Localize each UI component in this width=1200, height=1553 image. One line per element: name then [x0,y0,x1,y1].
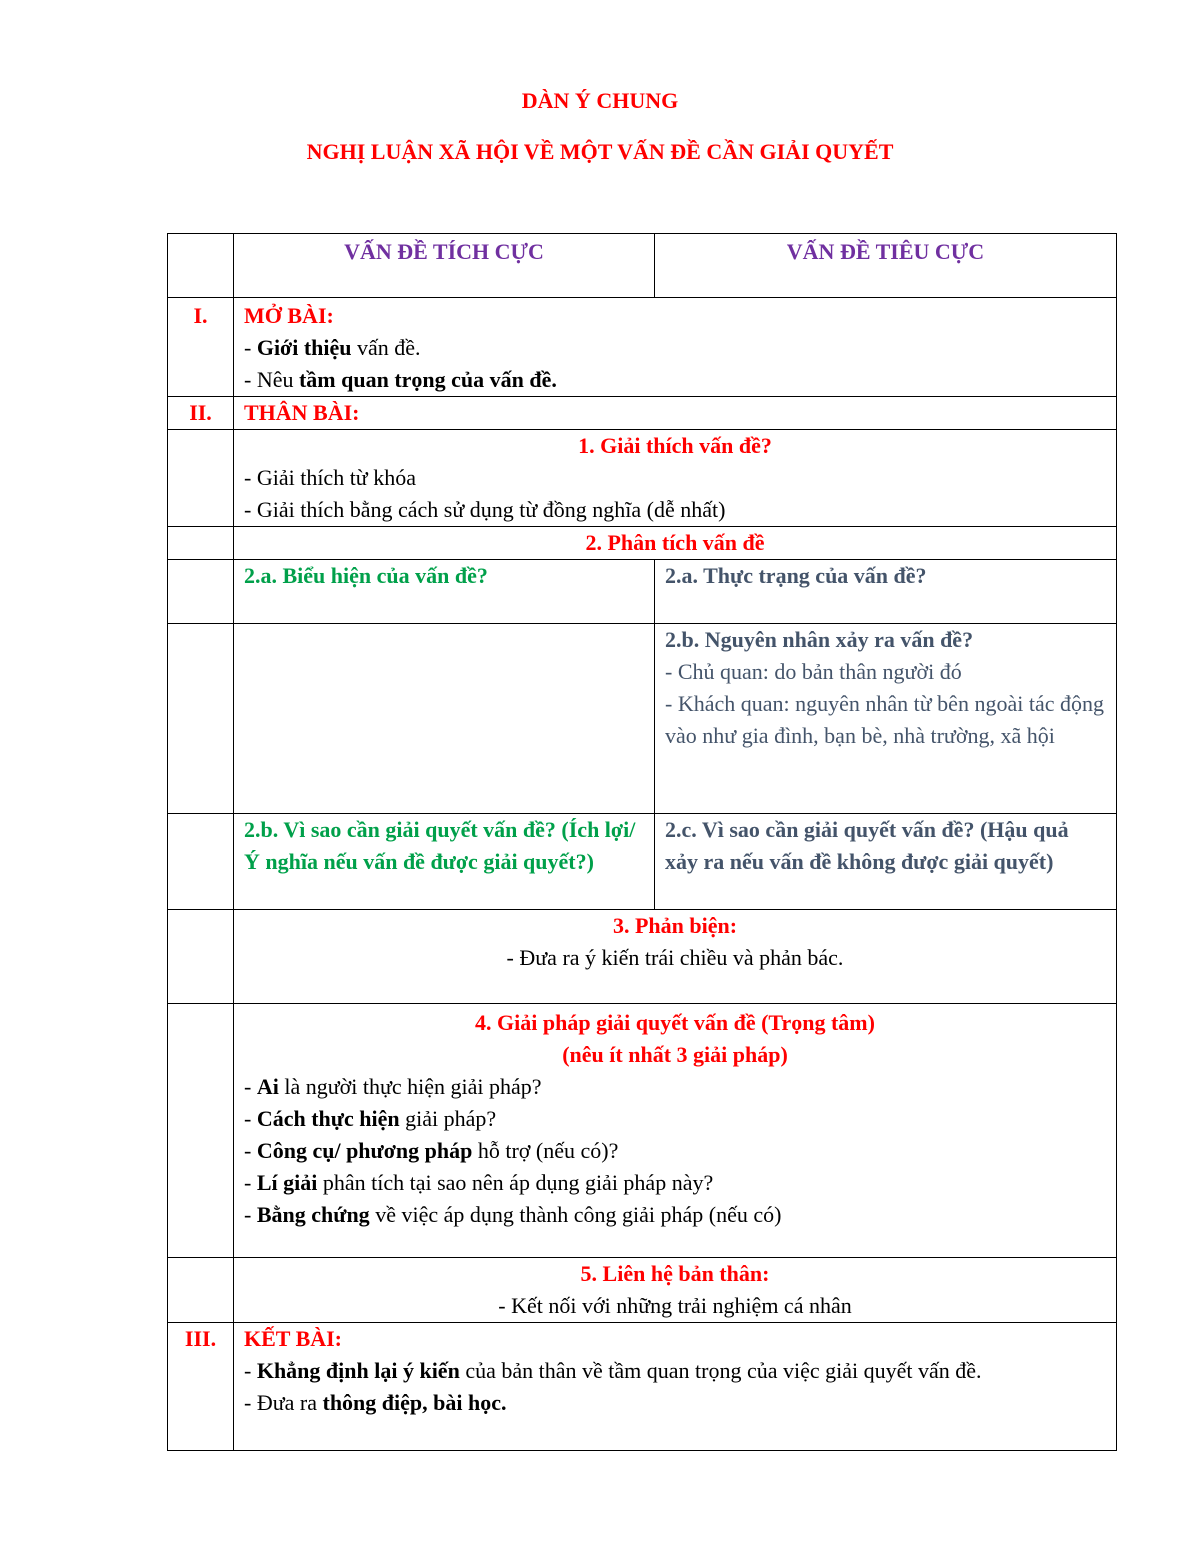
section-number: II. [168,397,234,430]
empty-cell [168,814,234,910]
empty-cell [168,1004,234,1258]
positive-issue-header: VẤN ĐỀ TÍCH CỰC [234,234,655,298]
section-number: I. [168,298,234,397]
counterargument-heading: 3. Phản biện: [612,913,738,938]
empty-cell [168,234,234,298]
cause-item: - Chủ quan: do bản thân người đó [665,659,962,684]
intro-line-2: - Nêu tầm quan trọng của vấn đề. [244,367,557,392]
manifestation-row [168,560,1117,624]
counterargument-row [168,910,1117,1004]
solution-row [168,1004,1117,1258]
negative-issue-header: VẤN ĐỀ TIÊU CỰC [655,234,1117,298]
benefit-cell: 2.b. Vì sao cần giải quyết vấn đề? (Ích lợi/ Ý nghĩa nếu vấn đề được giải quyết?) [234,814,655,910]
conclusion-content [234,1323,1117,1451]
explain-heading: 1. Giải thích vấn đề? [578,433,772,458]
manifestation-cell: 2.a. Biểu hiện của vấn đề? [234,560,655,624]
empty-cell [168,430,234,527]
intro-heading: MỞ BÀI: [244,303,334,328]
cause-row [168,624,1117,814]
intro-content [234,298,1117,397]
solution-item: - Cách thực hiện giải pháp? [244,1106,497,1131]
self-connection-text: - Kết nối với những trải nghiệm cá nhân [498,1293,852,1318]
solution-content [234,1004,1117,1258]
consequence-cell: 2.c. Vì sao cần giải quyết vấn đề? (Hậu quả xảy ra nếu vấn đề không được giải quyết) [655,814,1117,910]
conclusion-line-2: - Đưa ra thông điệp, bài học. [244,1390,507,1415]
outline-table [167,233,1117,1451]
counterargument-content [234,910,1117,1004]
intro-row [168,298,1117,397]
solution-heading: 4. Giải pháp giải quyết vấn đề (Trọng tâm) [475,1010,875,1035]
empty-cell [168,910,234,1004]
document-subtitle: NGHỊ LUẬN XÃ HỘI VỀ MỘT VẤN ĐỀ CẦN GIẢI QUYẾT [306,139,894,164]
solution-subheading: (nêu ít nhất 3 giải pháp) [562,1042,788,1067]
header-row [168,234,1117,298]
empty-cell [168,560,234,624]
empty-cell [168,624,234,814]
solution-item: - Bằng chứng về việc áp dụng thành công giải pháp (nếu có) [244,1202,782,1227]
current-state-cell: 2.a. Thực trạng của vấn đề? [655,560,1117,624]
analysis-heading: 2. Phân tích vấn đề [234,527,1117,560]
empty-cell [168,1258,234,1323]
analysis-heading-row [168,527,1117,560]
explain-row [168,430,1117,527]
counterargument-text: - Đưa ra ý kiến trái chiều và phản bác. [506,945,844,970]
why-solve-row [168,814,1117,910]
self-connection-content [234,1258,1117,1323]
body-heading-row [168,397,1117,430]
solution-item: - Công cụ/ phương pháp hỗ trợ (nếu có)? [244,1138,619,1163]
self-connection-heading: 5. Liên hệ bản thân: [580,1261,770,1286]
document-title: DÀN Ý CHUNG [521,88,679,113]
section-number: III. [168,1323,234,1451]
conclusion-line-1: - Khẳng định lại ý kiến của bản thân về tầm quan trọng của việc giải quyết vấn đề. [244,1358,982,1383]
conclusion-heading: KẾT BÀI: [244,1326,343,1351]
explain-content [234,430,1117,527]
cause-item: - Khách quan: nguyên nhân từ bên ngoài tác động vào như gia đình, bạn bè, nhà trường, xã hội [665,691,1104,748]
solution-item: - Lí giải phân tích tại sao nên áp dụng giải pháp này? [244,1170,714,1195]
intro-line-1: - Giới thiệu vấn đề. [244,335,421,360]
empty-cell [168,527,234,560]
explain-item: - Giải thích bằng cách sử dụng từ đồng nghĩa (dễ nhất) [244,497,726,522]
conclusion-row [168,1323,1117,1451]
solution-item: - Ai là người thực hiện giải pháp? [244,1074,542,1099]
cause-heading: 2.b. Nguyên nhân xảy ra vấn đề? [665,627,974,652]
empty-cell [234,624,655,814]
self-connection-row [168,1258,1117,1323]
body-heading: THÂN BÀI: [234,397,1117,430]
explain-item: - Giải thích từ khóa [244,465,416,490]
cause-cell [655,624,1117,814]
